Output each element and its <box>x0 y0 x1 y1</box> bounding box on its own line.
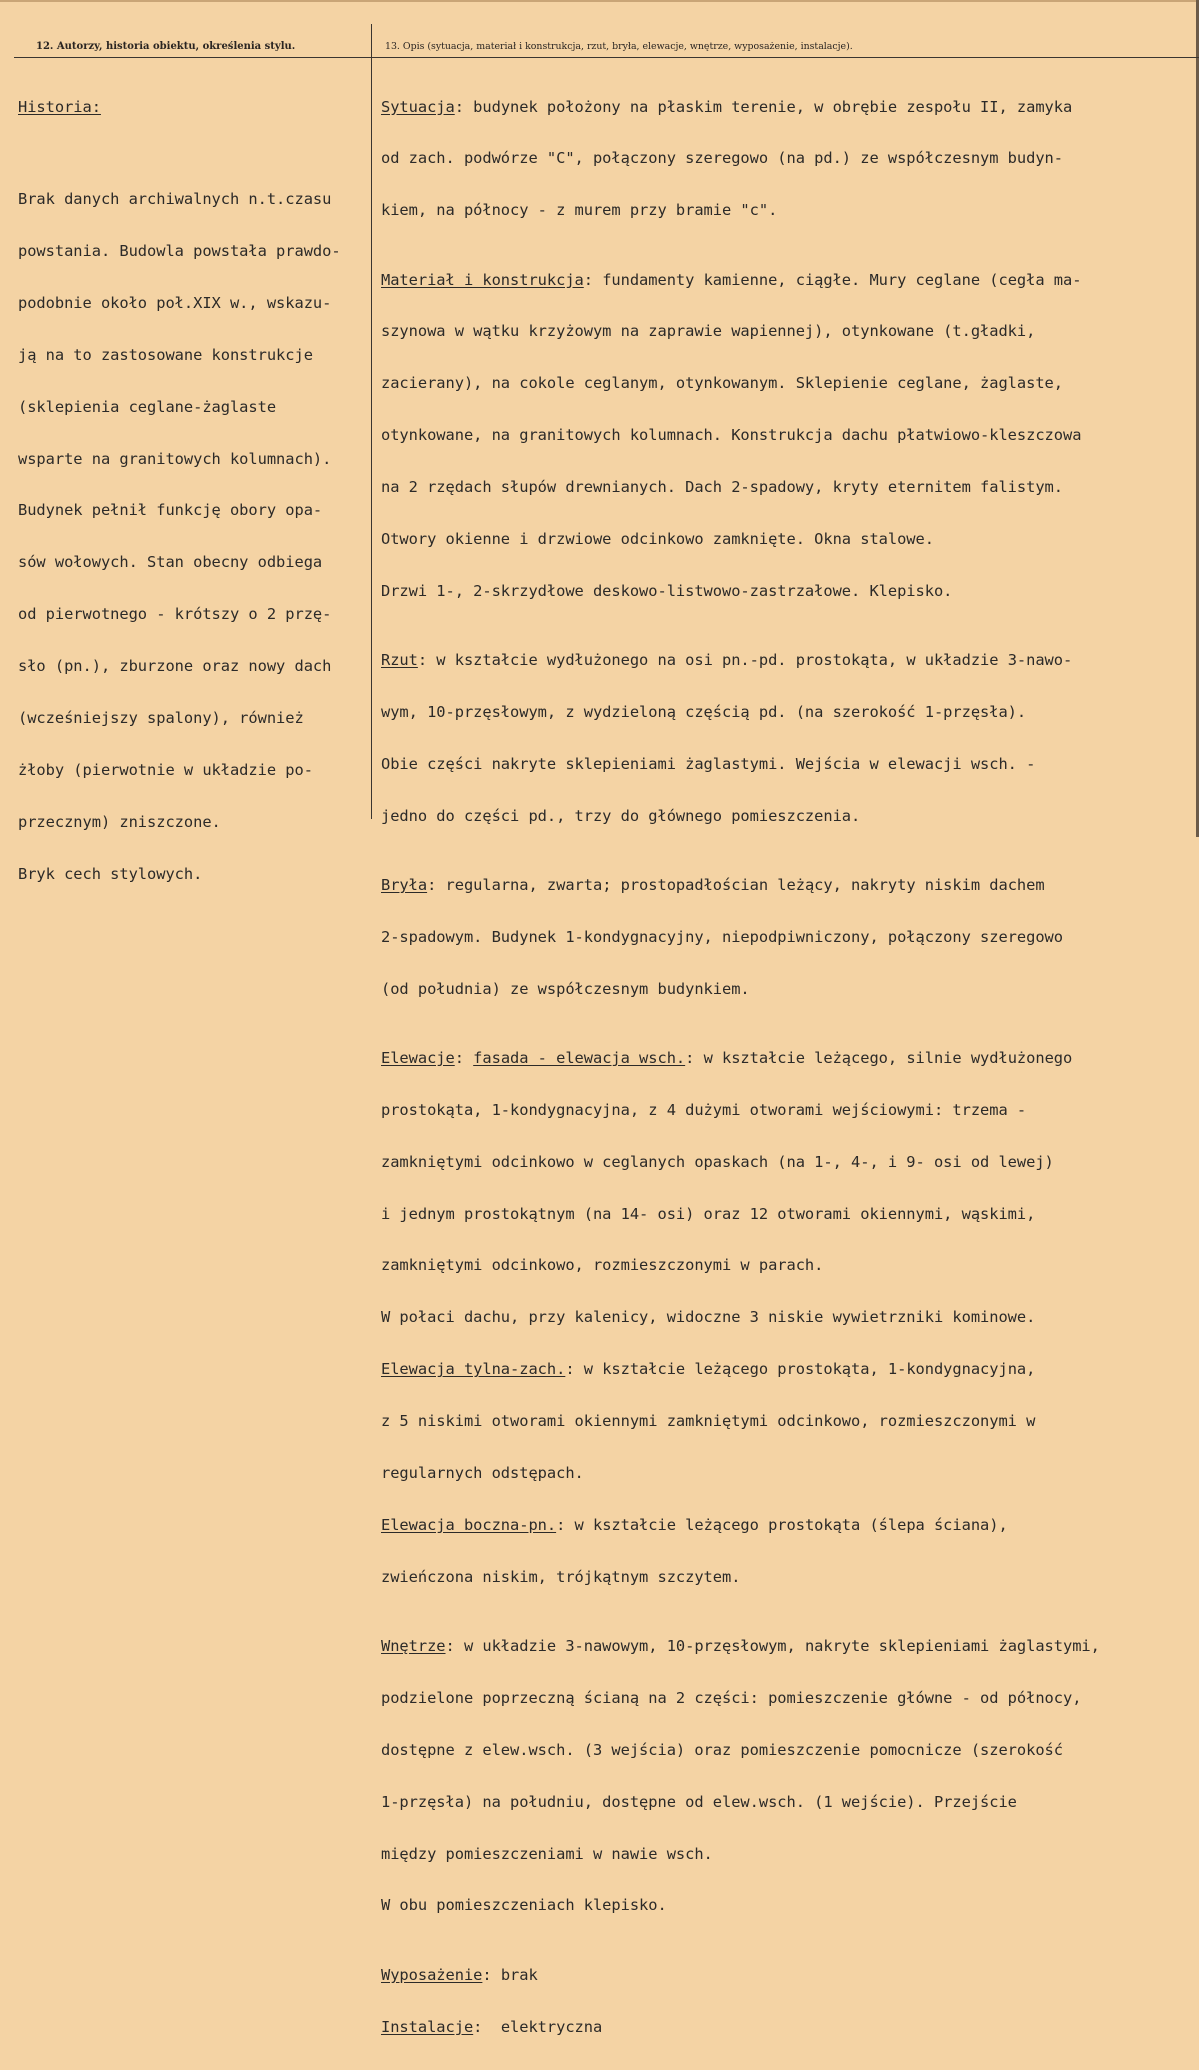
description-column <box>381 64 1100 2070</box>
description-line: z 5 niskimi otworami okiennymi zamkniętymi odcinkowo, rozmieszczonymi w <box>381 1412 1036 1431</box>
history-line: podobnie około poł.XIX w., wskazu- <box>18 293 332 312</box>
history-line: przecznym) zniszczone. <box>18 812 221 831</box>
description-line: Otwory okienne i drzwiowe odcinkowo zamknięte. Okna stalowe. <box>381 530 934 549</box>
history-line: od pierwotnego - krótszy o 2 przę- <box>18 605 332 624</box>
material-label: Materiał i konstrukcja <box>381 270 584 289</box>
description-line: na 2 rzędach słupów drewnianych. Dach 2-spadowy, kryty eternitem falistym. <box>381 478 1063 497</box>
description-line: zwieńczona niskim, trójkątnym szczytem. <box>381 1567 741 1586</box>
elewacje-label: Elewacje <box>381 1048 455 1067</box>
history-line: sło (pn.), zburzone oraz nowy dach <box>18 657 332 676</box>
wyposazenie-label: Wyposażenie <box>381 1965 483 1984</box>
boczna-label: Elewacja boczna-pn. <box>381 1515 557 1534</box>
history-line: żłoby (pierwotnie w układzie po- <box>18 760 313 779</box>
description-line: jedno do części pd., trzy do głównego pomieszczenia. <box>381 806 861 825</box>
description-line: W obu pomieszczeniach klepisko. <box>381 1896 667 1915</box>
description-line: szynowa w wątku krzyżowym na zaprawie wapiennej), otynkowane (t.gładki, <box>381 322 1036 341</box>
wyposazenie-line: Wyposażenie: brak <box>381 1965 538 1984</box>
description-line: Drzwi 1-, 2-skrzydłowe deskowo-listwowo-zastrzałowe. Klepisko. <box>381 581 953 600</box>
tylna-line: Elewacja tylna-zach.: w kształcie leżącego prostokąta, 1-kondygnacyjna, <box>381 1360 1036 1379</box>
description-line: zacierany), na cokole ceglanym, otynkowanym. Sklepienie ceglane, żaglaste, <box>381 374 1063 393</box>
description-line: prostokąta, 1-kondygnacyjna, z 4 dużymi otworami wejściowymi: trzema - <box>381 1100 1027 1119</box>
history-line: (sklepienia ceglane-żaglaste <box>18 397 277 416</box>
description-line: W połaci dachu, przy kalenicy, widoczne 3 niskie wywietrzniki kominowe. <box>381 1308 1036 1327</box>
fasada-label: fasada - elewacja wsch. <box>473 1048 686 1067</box>
material-line: Materiał i konstrukcja: fundamenty kamienne, ciągłe. Mury ceglane (cegła ma- <box>381 270 1082 289</box>
history-title: Historia: <box>18 97 101 116</box>
description-line: regularnych odstępach. <box>381 1464 584 1483</box>
boczna-line: Elewacja boczna-pn.: w kształcie leżącego prostokąta (ślepa ściana), <box>381 1515 1008 1534</box>
column-divider <box>371 24 372 819</box>
section-12-heading: 12. Autorzy, historia obiektu, określenia stylu. <box>36 41 296 52</box>
history-line: Brak danych archiwalnych n.t.czasu <box>18 190 332 209</box>
description-line: od zach. podwórze "C", połączony szeregowo (na pd.) ze współczesnym budyn- <box>381 149 1063 168</box>
elewacje-line: Elewacje: fasada - elewacja wsch.: w kształcie leżącego, silnie wydłużonego <box>381 1048 1073 1067</box>
description-line: wym, 10-przęsłowym, z wydzieloną częścią pd. (na szerokość 1-przęsła). <box>381 702 1027 721</box>
description-line: kiem, na północy - z murem przy bramie "c". <box>381 201 778 220</box>
sytuacja-line: Sytuacja: budynek położony na płaskim terenie, w obrębie zespołu II, zamyka <box>381 97 1073 116</box>
history-line: Bryk cech stylowych. <box>18 864 203 883</box>
tylna-label: Elewacja tylna-zach. <box>381 1360 566 1379</box>
history-line: wsparte na granitowych kolumnach). <box>18 449 332 468</box>
instalacje-line: Instalacje: elektryczna <box>381 2017 603 2036</box>
description-line: i jednym prostokątnym (na 14- osi) oraz 12 otworami okiennymi, wąskimi, <box>381 1204 1036 1223</box>
description-line: zamkniętymi odcinkowo w ceglanych opaskach (na 1-, 4-, i 9- osi od lewej) <box>381 1152 1054 1171</box>
description-line: Obie części nakryte sklepieniami żaglastymi. Wejścia w elewacji wsch. - <box>381 754 1036 773</box>
wnetrze-label: Wnętrze <box>381 1637 446 1656</box>
description-line: między pomieszczeniami w nawie wsch. <box>381 1844 713 1863</box>
bryla-line: Bryła: regularna, zwarta; prostopadłościan leżący, nakryty niskim dachem <box>381 875 1045 894</box>
description-line: 1-przęsła) na południu, dostępne od elew.wsch. (1 wejście). Przejście <box>381 1792 1017 1811</box>
description-line: otynkowane, na granitowych kolumnach. Konstrukcja dachu płatwiowo-kleszczowa <box>381 426 1082 445</box>
description-line: dostępne z elew.wsch. (3 wejścia) oraz pomieszczenie pomocnicze (szerokość <box>381 1740 1063 1759</box>
section-13-heading: 13. Opis (sytuacja, materiał i konstrukcja, rzut, bryła, elewacje, wnętrze, wyposażenie, instalacje). <box>385 41 853 52</box>
card-top-edge <box>0 0 1199 2</box>
history-line: Budynek pełnił funkcję obory opa- <box>18 501 323 520</box>
history-line: sów wołowych. Stan obecny odbiega <box>18 553 323 572</box>
description-line: 2-spadowym. Budynek 1-kondygnacyjny, niepodpiwniczony, połączony szeregowo <box>381 927 1063 946</box>
history-line: powstania. Budowla powstała prawdo- <box>18 241 341 260</box>
wnetrze-line: Wnętrze: w układzie 3-nawowym, 10-przęsłowym, nakryte sklepieniami żaglastymi, <box>381 1637 1100 1656</box>
sytuacja-label: Sytuacja <box>381 97 455 116</box>
description-line: (od południa) ze współczesnym budynkiem. <box>381 979 750 998</box>
history-line: (wcześniejszy spalony), również <box>18 708 304 727</box>
header-rule <box>14 57 1199 58</box>
rzut-label: Rzut <box>381 651 418 670</box>
rzut-line: Rzut: w kształcie wydłużonego na osi pn.-pd. prostokąta, w układzie 3-nawo- <box>381 651 1073 670</box>
history-line: ją na to zastosowane konstrukcje <box>18 345 313 364</box>
history-column <box>18 64 341 918</box>
bryla-label: Bryła <box>381 875 428 894</box>
description-line: zamkniętymi odcinkowo, rozmieszczonymi w parach. <box>381 1256 824 1275</box>
instalacje-label: Instalacje <box>381 2017 474 2036</box>
description-line: podzielone poprzeczną ścianą na 2 części: pomieszczenie główne - od północy, <box>381 1688 1082 1707</box>
